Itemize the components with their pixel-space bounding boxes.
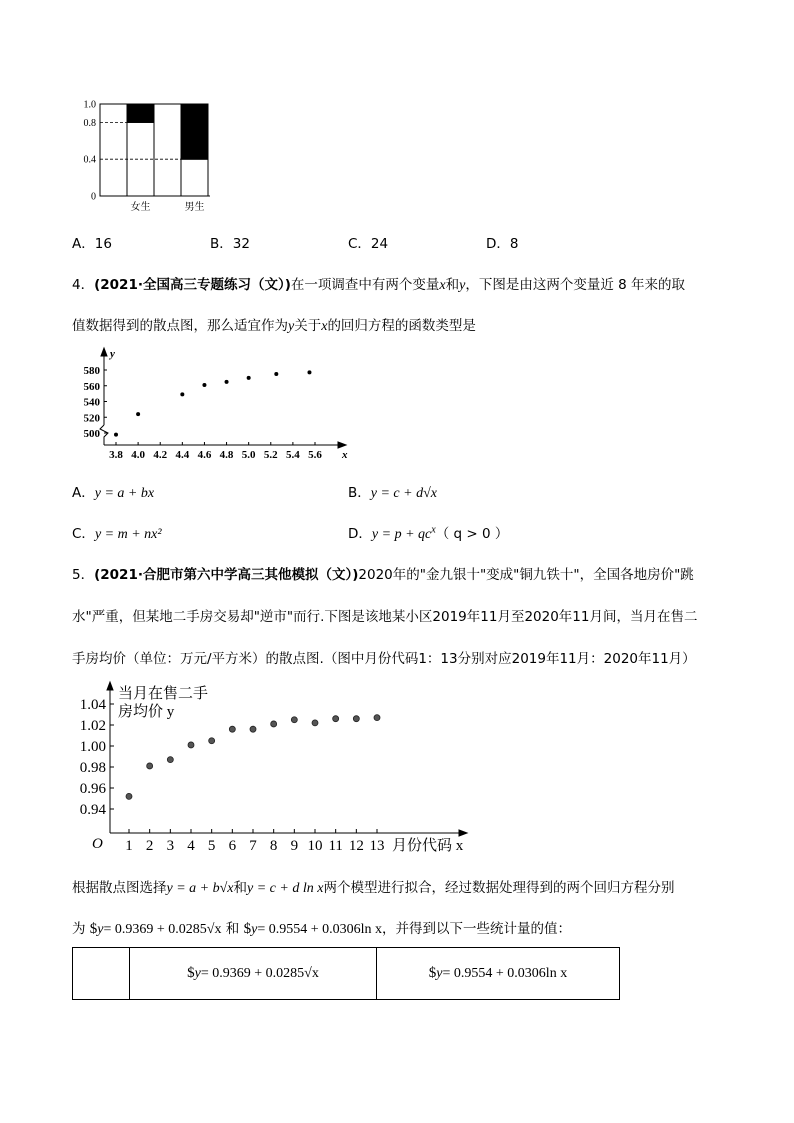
q5-x-tick-label: 8 <box>269 838 278 852</box>
option-a[interactable]: A．16 <box>72 236 112 252</box>
question-source: (2021·全国高三专题练习（文）) <box>94 277 291 293</box>
q5-x-tick-label: 9 <box>290 838 299 852</box>
q4-option-b[interactable]: B．y = c + d√x <box>348 485 437 501</box>
q4-x-tick-label: 5.2 <box>263 449 278 461</box>
q4-data-point <box>307 370 311 374</box>
question-4-line2: 值数据得到的散点图，那么适宜作为y关于x的回归方程的函数类型是 <box>72 318 476 334</box>
question-5-line2: 水"严重，但某地二手房交易却"逆市"而行.下图是该地某小区2019年11月至2020年11月间，当月在售二 <box>72 609 698 625</box>
q5-x-tick-label: 6 <box>228 838 237 852</box>
q5-y-tick-label: 1.04 <box>80 697 106 713</box>
bar-category-label: 女生 <box>130 202 151 213</box>
q4-scatter-chart <box>80 345 360 463</box>
dollar-hat-glyph: $ <box>187 965 195 981</box>
q5-data-point <box>271 721 277 727</box>
q5-x-label: 月份代码 x <box>392 838 464 852</box>
q5-y-tick-label: 0.98 <box>80 760 106 776</box>
question-source: (2021·合肥市第六中学高三其他模拟（文）) <box>94 567 359 583</box>
stacked-bar-chart <box>70 96 230 221</box>
q4-y-tick-label: 520 <box>83 412 100 425</box>
q4-y-label: y <box>110 348 115 360</box>
q5-data-point <box>353 716 359 722</box>
bar-category-label: 男生 <box>184 202 205 213</box>
q5-data-point <box>333 716 339 722</box>
q5-y-label-2: 房均价 y <box>118 704 175 720</box>
q5-data-point <box>374 715 380 721</box>
dollar-hat-glyph: $ <box>243 921 252 937</box>
table-header-model-1: $ y = 0.9369 + 0.0285√x <box>130 948 377 999</box>
q5-y-tick-label: 1.02 <box>80 718 106 734</box>
option-c[interactable]: C．24 <box>348 236 389 252</box>
q4-y-tick-label: 580 <box>83 365 100 377</box>
bar-y-tick-label: 0.4 <box>83 154 96 166</box>
q5-scatter-chart <box>80 680 480 852</box>
q5-y-label-1: 当月在售二手 <box>118 686 209 702</box>
q4-option-c[interactable]: C．y = m + nx² <box>72 526 162 542</box>
bar-y-tick-label: 1.0 <box>83 99 96 111</box>
q4-x-tick-label: 5.6 <box>308 449 322 461</box>
q4-x-tick-label: 3.8 <box>109 449 123 461</box>
bar-black-segment <box>181 104 208 159</box>
q5-x-tick-label: 2 <box>145 838 154 852</box>
q4-axes <box>100 348 346 448</box>
q5-data-point <box>167 757 173 763</box>
q5-data-point <box>229 726 235 732</box>
q5-y-tick-label: 0.94 <box>80 802 106 818</box>
dollar-hat-glyph: $ <box>89 921 98 937</box>
q5-y-tick-label: 0.96 <box>80 781 106 797</box>
q4-x-label: x <box>342 449 348 461</box>
bar-white-segment <box>181 159 208 196</box>
q5-x-tick-label: 4 <box>187 838 195 852</box>
question-5-line1: 5．(2021·合肥市第六中学高三其他模拟（文）)2020年的"金九银十"变成"铜九铁十"，全国各地房价"跳 <box>72 567 694 583</box>
q4-x-tick-label: 4.6 <box>197 449 212 461</box>
q5-data-point <box>188 742 194 748</box>
bar-column-outline <box>154 104 181 196</box>
statistics-table <box>72 947 620 1000</box>
q4-y-tick-label: 540 <box>83 396 100 409</box>
q4-y-tick-label: 500 <box>83 428 100 440</box>
q4-y-tick-label: 560 <box>83 380 100 393</box>
q4-data-point <box>136 412 140 416</box>
q5-y-tick-label: 1.00 <box>80 739 106 755</box>
q4-data-point <box>180 392 184 396</box>
q5-x-tick-label: 3 <box>166 838 175 852</box>
question-number: 4． <box>72 277 95 293</box>
bar-column-outline <box>100 104 127 196</box>
q4-x-tick-label: 4.8 <box>219 449 234 461</box>
dollar-hat-glyph: $ <box>428 965 437 981</box>
q4-data-point <box>114 433 118 437</box>
q5-x-tick-label: 10 <box>307 838 323 852</box>
q5-x-tick-label: 13 <box>369 838 385 852</box>
q5-data-point <box>312 720 318 726</box>
question-5-line3: 手房均价（单位：万元/平方米）的散点图.（图中月份代码1：13分别对应2019年11月：2020年11月） <box>72 651 696 667</box>
q4-x-tick-label: 4.2 <box>153 449 168 461</box>
q4-option-d[interactable]: D．$y = p + qc^x$（ q > 0 ） <box>348 524 509 542</box>
q4-x-tick-label: 4.0 <box>131 449 145 461</box>
q4-option-a[interactable]: A．y = a + bx <box>72 485 155 501</box>
table-header-empty-cell <box>73 948 130 999</box>
q4-x-tick-label: 5.4 <box>286 449 300 461</box>
bar-y-tick-label: 0 <box>91 191 96 203</box>
option-d[interactable]: D．8 <box>486 236 519 252</box>
q4-data-point <box>225 380 229 384</box>
q5-x-tick-label: 7 <box>249 838 257 852</box>
q5-data-point <box>209 738 215 744</box>
q4-data-point <box>247 376 251 380</box>
q5-data-point <box>291 717 297 723</box>
question-number: 5． <box>72 567 95 583</box>
bar-y-tick-label: 0.8 <box>83 117 96 129</box>
q4-x-tick-label: 4.4 <box>175 449 190 461</box>
table-header-model-2: $ y = 0.9554 + 0.0306ln x <box>428 965 568 981</box>
q4-data-point <box>274 372 278 376</box>
bar-black-segment <box>127 104 154 122</box>
q5-x-tick-label: 12 <box>348 838 364 852</box>
q5-origin: O <box>92 836 103 852</box>
q5-x-tick-label: 11 <box>328 838 343 852</box>
q4-data-point <box>202 383 206 387</box>
q5-data-point <box>250 726 256 732</box>
q5-x-tick-label: 1 <box>125 838 133 852</box>
q5-data-point <box>126 793 132 799</box>
option-b[interactable]: B．32 <box>210 236 250 252</box>
question-5-equation-line: 为 $y= 0.9369 + 0.0285√x 和 $y= 0.9554 + 0.0306ln x，并得到以下一些统计量的值： <box>72 921 571 937</box>
q4-x-tick-label: 5.0 <box>241 449 256 461</box>
question-5-model-line: 根据散点图选择y = a + b√x和y = c + d ln x两个模型进行拟合，经过数据处理得到的两个回归方程分别 <box>72 880 675 896</box>
q5-data-point <box>147 763 153 769</box>
q5-x-tick-label: 5 <box>207 838 216 852</box>
question-4-line1: 4．(2021·全国高三专题练习（文）)在一项调查中有两个变量x和y，下图是由这两个变量近 8 年来的取 <box>72 277 685 293</box>
